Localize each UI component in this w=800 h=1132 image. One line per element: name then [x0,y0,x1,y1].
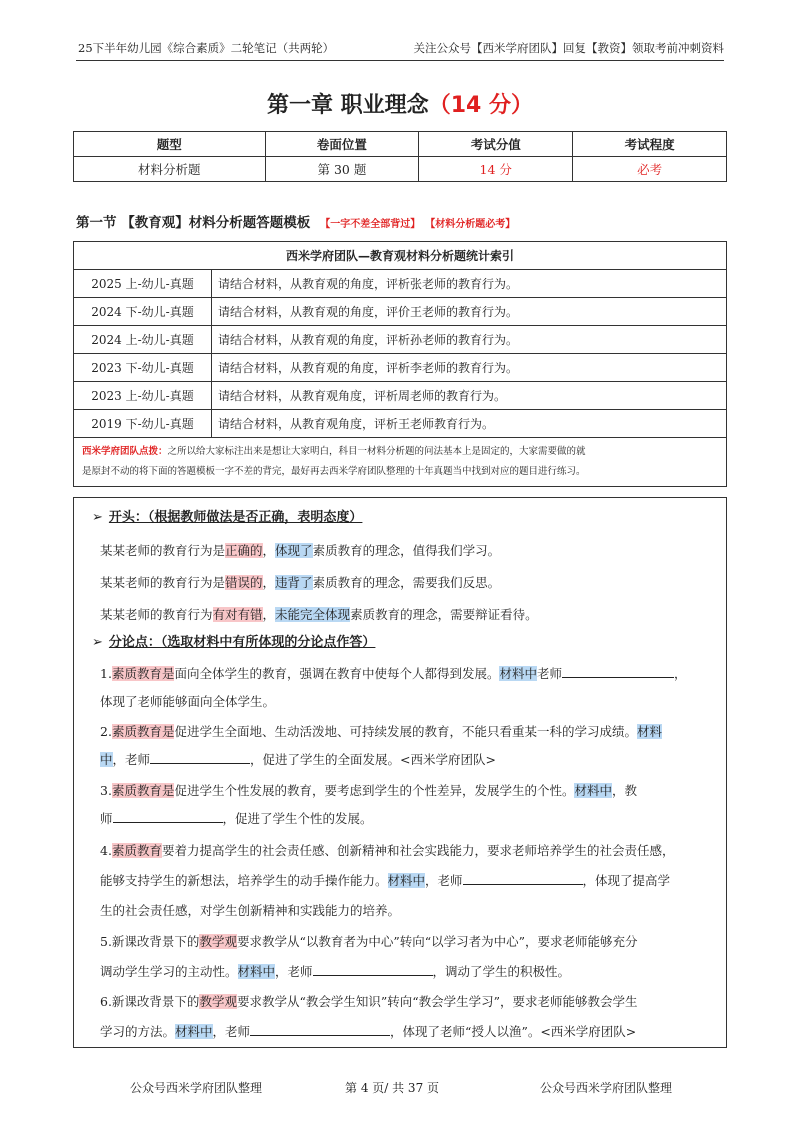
table-row [74,298,727,326]
tip-label: 西米学府团队点拨： [82,446,168,457]
point-4-line-2: 能够支持学生的新想法，培养学生的动手操作能力。材料中，老师 ，体现了提高学 [100,873,671,888]
question-score: 14 分 [419,157,573,182]
point-3-line-1: 3.素质教育是促进学生个性发展的教育，要考虑到学生的个性差异，发展学生的个性。材料中，教 [100,783,637,798]
row-year: 2023 下-幼儿-真题 [74,354,212,382]
section-title: 第一节 【教育观】材料分析题答题模板 [76,215,311,231]
point-6-line-2: 学习的方法。材料中，老师 ，体现了老师“授人以渔”。<西米学府团队> [100,1024,637,1039]
question-type: 材料分析题 [74,157,266,182]
fill-blank [562,665,674,678]
row-text: 请结合材料，从教育观的角度，评析李老师的教育行为。 [212,354,727,382]
fill-blank [463,872,583,885]
section-tag-2: 【材料分析题必考】 [430,219,516,230]
header-cell: 考试程度 [573,132,727,157]
table-row [74,326,727,354]
question-level: 必考 [573,157,727,182]
arrow-icon: ➢ [92,510,103,525]
table-row [74,354,727,382]
exam-table-header [74,132,727,157]
fill-blank [313,963,433,976]
header-left: 25下半年幼儿园《综合素质》二轮笔记（共两轮） [78,41,335,55]
opening-line-1: 某某老师的教育行为是正确的，体现了素质教育的理念，值得我们学习。 [100,543,501,558]
tip-note [74,438,727,487]
point-5-line-1: 5.新课改背景下的教学观要求教学从“以教育者为中心”转向“以学习者为中心”，要求老师能够充分 [100,934,638,949]
row-year: 2024 上-幼儿-真题 [74,326,212,354]
header-cell: 题型 [74,132,266,157]
table-row [74,382,727,410]
point-3-line-2: 师 ，促进了学生个性的发展。 [100,811,373,826]
header-right: 关注公众号【西米学府团队】回复【教资】领取考前冲刺资料 [413,41,724,55]
question-position: 第 30 题 [265,157,419,182]
chapter-title [0,88,800,119]
answer-template-box [73,497,727,1048]
exam-table-row [74,157,727,182]
index-table-title: 西米学府团队—教育观材料分析题统计索引 [74,242,727,270]
row-year: 2023 上-幼儿-真题 [74,382,212,410]
header-cell: 卷面位置 [265,132,419,157]
footer-right: 公众号西米学府团队整理 [540,1081,673,1095]
row-year: 2019 下-幼儿-真题 [74,410,212,438]
point-2-line-2: 中，老师 ，促进了学生的全面发展。<西米学府团队> [100,752,496,767]
page-header [76,38,724,61]
opening-heading: ➢ 开头：（根据教师做法是否正确，表明态度） [92,510,363,525]
chapter-score: （14 分） [428,93,533,118]
fill-blank [250,1023,390,1036]
points-heading: ➢ 分论点：（选取材料中有所体现的分论点作答） [92,635,376,650]
table-row [74,410,727,438]
index-table [73,241,727,487]
row-text: 请结合材料，从教育观的角度，评析张老师的教育行为。 [212,270,727,298]
fill-blank [113,810,223,823]
row-year: 2024 下-幼儿-真题 [74,298,212,326]
point-4-line-1: 4.素质教育要着力提高学生的社会责任感、创新精神和社会实践能力，要求老师培养学生的社会责任感， [100,843,675,858]
arrow-icon: ➢ [92,635,103,650]
header-cell: 考试分值 [419,132,573,157]
row-year: 2025 上-幼儿-真题 [74,270,212,298]
point-2-line-1: 2.素质教育是促进学生全面地、生动活泼地、可持续发展的教育，不能只看重某一科的学习成绩。材料 [100,724,662,739]
point-6-line-1: 6.新课改背景下的教学观要求教学从“教会学生知识”转向“教会学生学习”，要求老师能够教会学生 [100,994,638,1009]
tip-text-2: 是原封不动的将下面的答题模板一字不差的背完，最好再去西米学府团队整理的十年真题当中找到对应的题目进行练习。 [82,466,586,477]
row-text: 请结合材料，从教育观角度，评析周老师的教育行为。 [212,382,727,410]
chapter-title-main: 第一章 职业理念 [267,93,429,118]
tip-text-1: 之所以给大家标注出来是想让大家明白，科目一材料分析题的问法基本上是固定的，大家需要做的就 [167,446,586,457]
point-1-line-1: 1.素质教育是面向全体学生的教育，强调在教育中使每个人都得到发展。材料中老师 ， [100,666,687,681]
section-heading [76,211,515,231]
section-tag-1: 【一字不差全部背过】 [320,219,421,230]
table-row [74,270,727,298]
point-4-line-3: 生的社会责任感，对学生创新精神和实践能力的培养。 [100,903,401,918]
point-1-line-2: 体现了老师能够面向全体学生。 [100,694,276,709]
point-5-line-2: 调动学生学习的主动性。材料中，老师 ，调动了学生的积极性。 [100,964,571,979]
fill-blank [150,751,250,764]
opening-line-2: 某某老师的教育行为是错误的，违背了素质教育的理念，需要我们反思。 [100,575,501,590]
opening-line-3: 某某老师的教育行为有对有错，未能完全体现素质教育的理念，需要辩证看待。 [100,607,538,622]
footer-left: 公众号西米学府团队整理 [130,1081,263,1095]
row-text: 请结合材料，从教育观角度，评析王老师教育行为。 [212,410,727,438]
row-text: 请结合材料，从教育观的角度，评价王老师的教育行为。 [212,298,727,326]
exam-info-table [73,131,727,182]
row-text: 请结合材料，从教育观的角度，评析孙老师的教育行为。 [212,326,727,354]
page-number: 第 4 页/ 共 37 页 [345,1081,440,1095]
